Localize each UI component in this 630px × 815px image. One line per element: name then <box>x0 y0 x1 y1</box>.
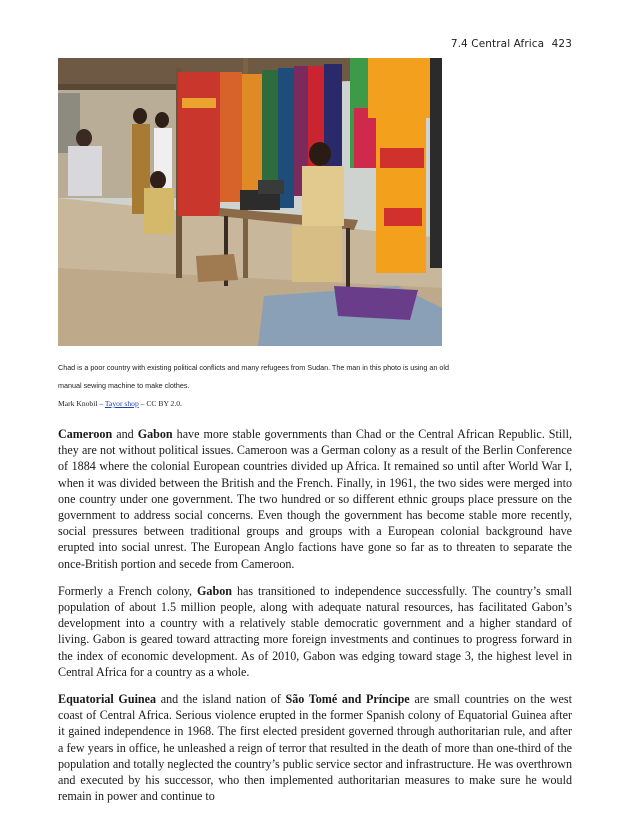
paragraph-text: and <box>112 427 138 441</box>
paragraph-cameroon-gabon <box>58 426 572 572</box>
running-header <box>451 38 572 50</box>
paragraph-text: and the island nation of <box>156 692 286 707</box>
credit-link[interactable]: Tayor shop <box>104 399 139 408</box>
figure-credit <box>58 399 182 408</box>
paragraph-gabon <box>58 583 572 680</box>
credit-license: – CC BY 2.0. <box>138 399 182 408</box>
paragraph-text: are small countries on the west coast of Central Africa. Serious violence erupted in the former Spanish colony of Equatorial Guinea after it gained independence in 1968. The first elected president governed through authoritarian rule, and after a few years in office, he unleashed a reign of terror that resulted in the death of more than one-third of the population and totally neglected the country’s public service sector and infrastructure. He was overthrown and executed by his successor, who then implemented authoritarian measures to make sure he would remain in power and continue to <box>58 692 572 804</box>
credit-author: Mark Knobil – <box>58 399 105 408</box>
term-gabon: Gabon <box>197 583 232 598</box>
market-photo <box>58 58 442 346</box>
term-equatorial-guinea: Equatorial Guinea <box>58 692 157 707</box>
body-text <box>58 426 572 815</box>
paragraph-text: has transitioned to independence successfully. The country’s small population of about 1.5 million people, along with adequate natural resources, has facilitated Gabon’s development into a country with a relatively stable democratic government and a higher standard of living. Gabon is geared toward attracting more foreign investments and continues to progress forward in the index of economic development. As of 2010, Gabon was edging toward stage 3, the highest level in Central Africa for a country as a whole. <box>58 583 572 679</box>
section-title: 7.4 Central Africa <box>450 38 545 50</box>
term-gabon: Gabon <box>137 427 173 441</box>
paragraph-equatorial-guinea <box>58 691 572 804</box>
term-sao-tome: São Tomé and Príncipe <box>285 692 410 707</box>
page-number: 423 <box>551 38 572 50</box>
paragraph-text: Formerly a French colony, <box>58 583 198 598</box>
figure-caption: Chad is a poor country with existing political conflicts and many refugees from Sudan. The man in this photo is using an old manual sewing machine to make clothes. <box>58 363 449 390</box>
term-cameroon: Cameroon <box>58 427 113 441</box>
paragraph-text: have more stable governments than Chad or the Central African Republic. Still, they are not without political issues. Cameroon was a German colony as a result of the Berlin Conference of 1884 where the colonial European countries divided up Africa. It remained so until after World War I, when it was divided between the British and the French. Finally, in 1961, the two sides were merged into one country under one government. The two hundred or so different ethnic groups place pressure on the government to address social concerns. Even though the government has become stable more recently, social pressures between traditional groups and groups with a European colonial background have erupted into social unrest. The European Anglo factions have gone so far as to threaten to separate the once-British portion and secede from Cameroon. <box>58 427 572 571</box>
